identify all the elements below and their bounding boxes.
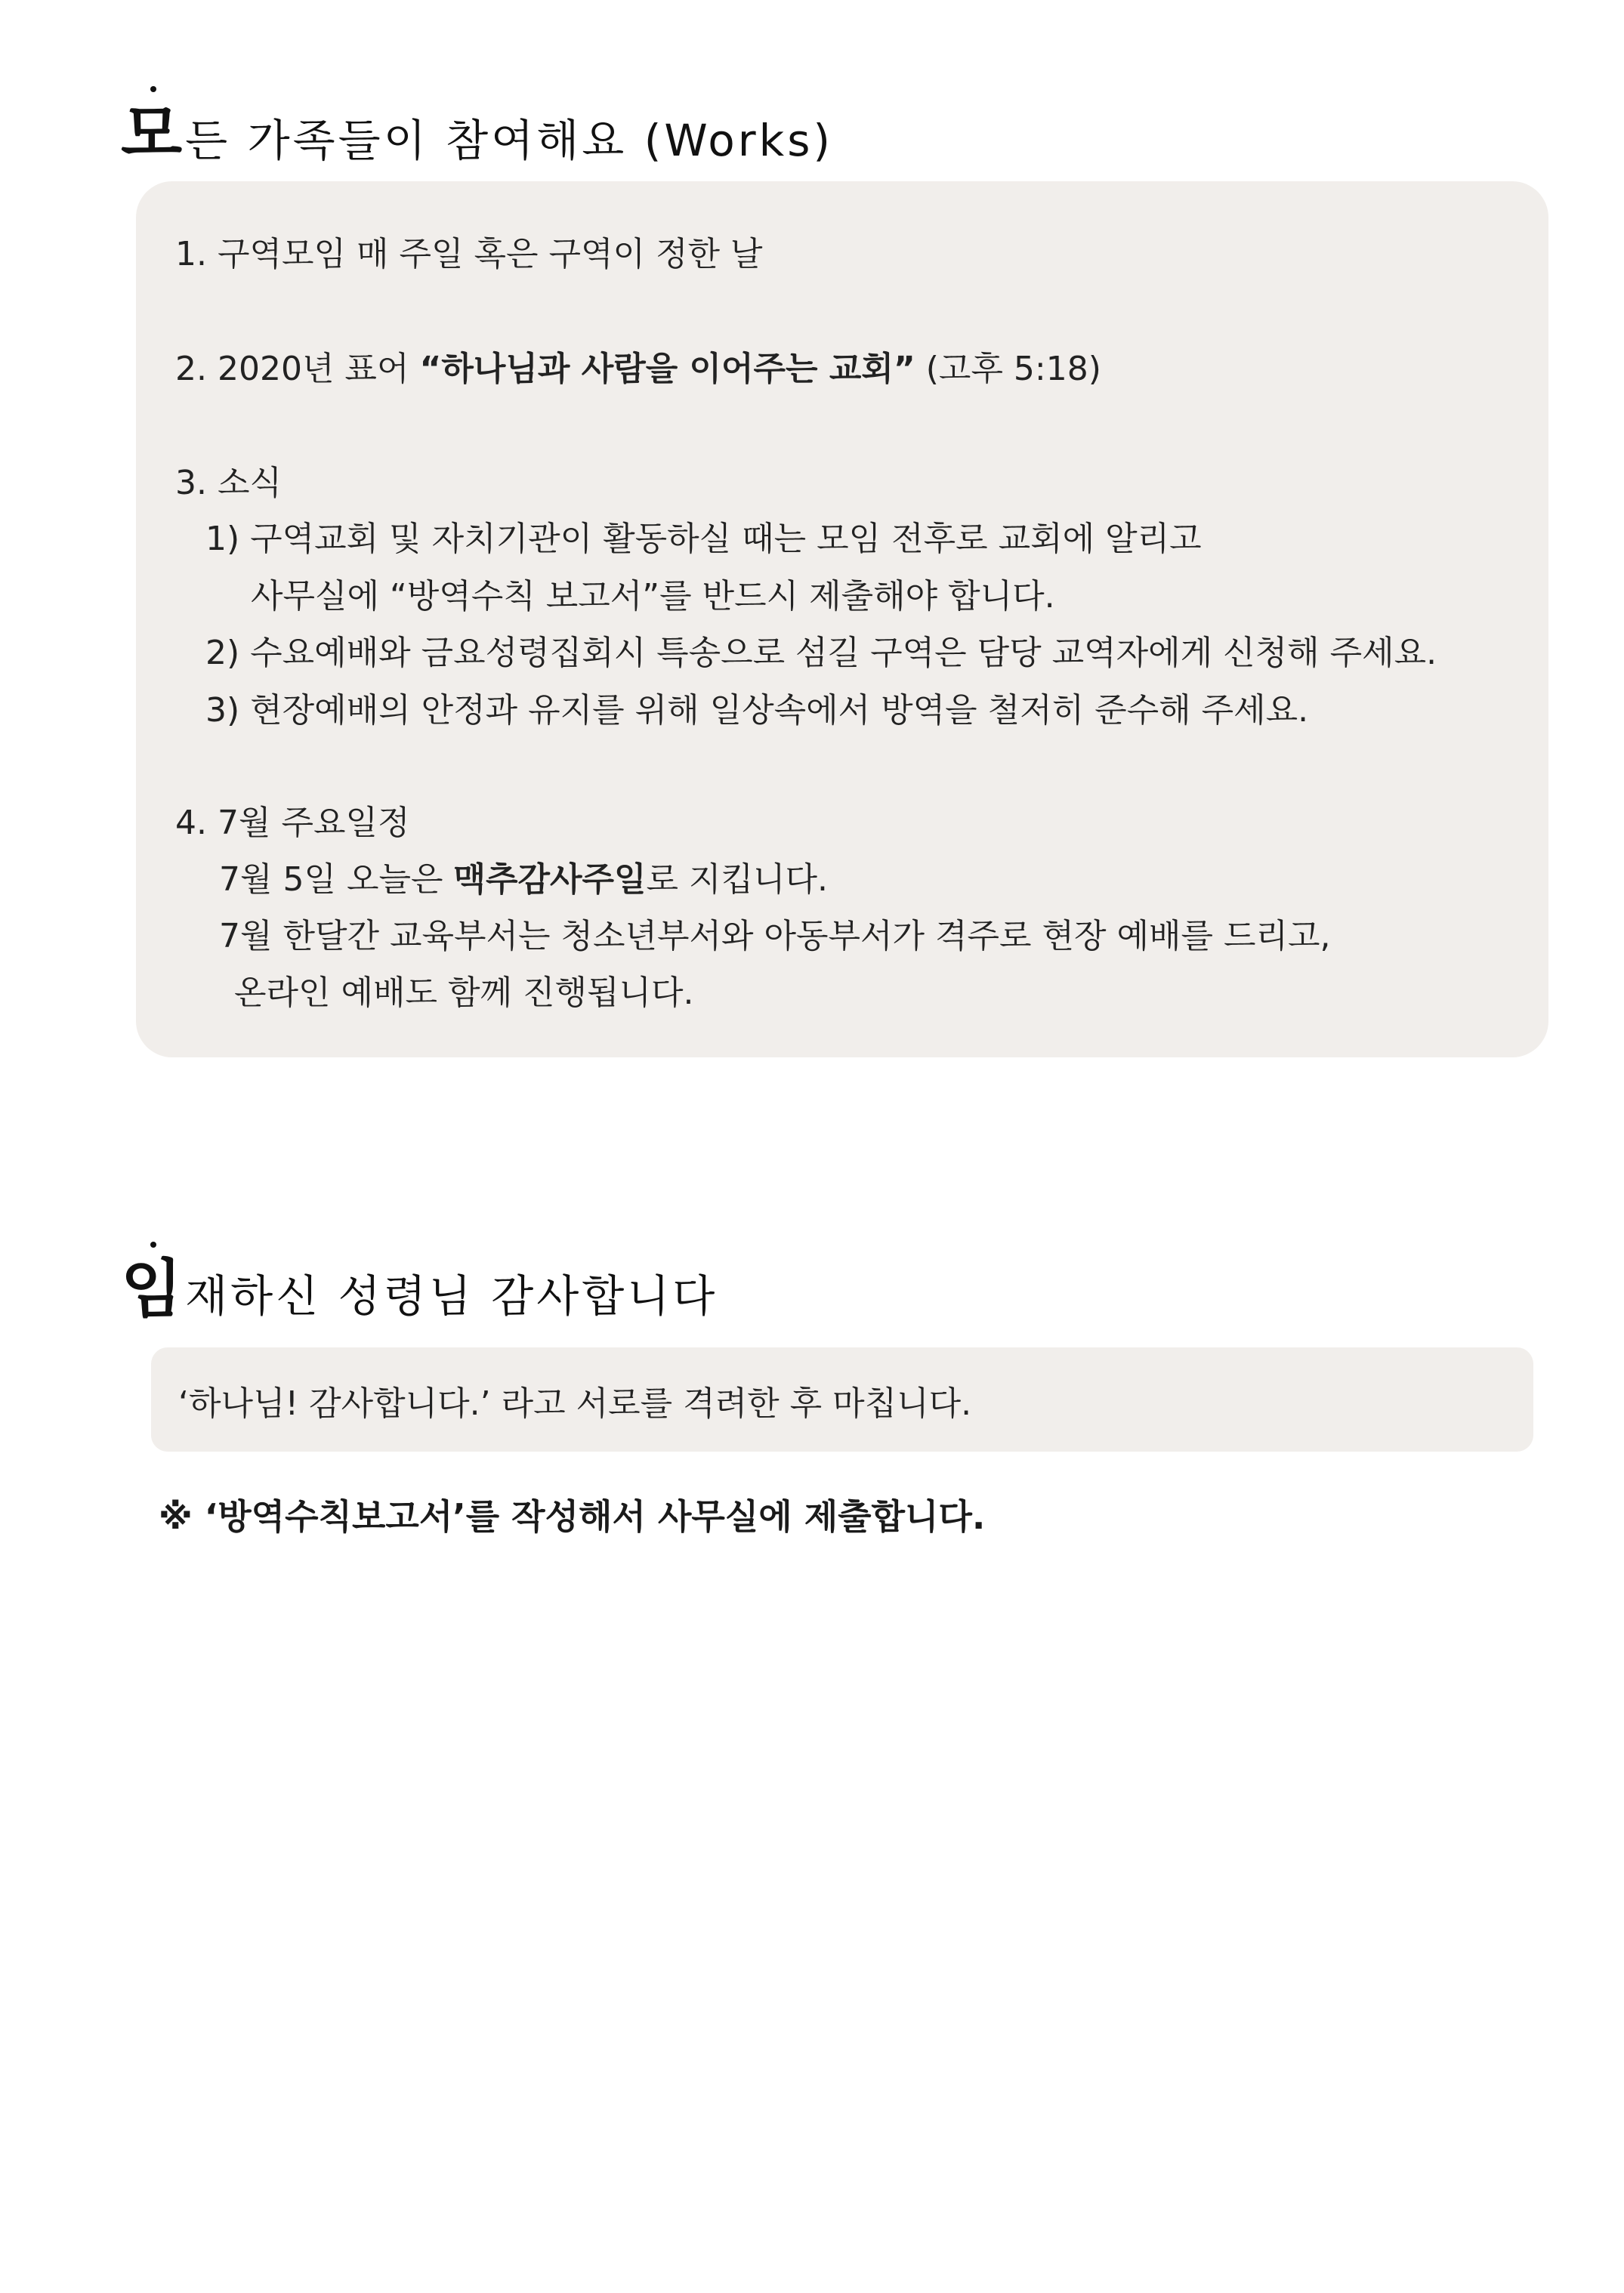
item-4-line-1-bold: 맥추감사주일 [453, 860, 647, 899]
item-1-meeting: 1. 구역모임 매 주일 혹은 구역이 정한 날 [175, 235, 763, 273]
thanks-section-title [121, 1239, 718, 1330]
item-3-title: 3. 소식 [175, 464, 282, 502]
item-3-1-line-2: 사무실에 “방역수칙 보고서”를 반드시 제출해야 합니다. [251, 577, 1055, 616]
works-section-title [121, 83, 833, 174]
item-4-title: 4. 7월 주요일정 [175, 804, 410, 842]
works-title-rest: 든 가족들이 참여해요 (Works) [185, 115, 834, 166]
item-3-1-line-1: 1) 구역교회 및 자치기관이 활동하실 때는 모임 전후로 교회에 알리고 [205, 520, 1202, 558]
thanks-box-text: ‘하나님! 감사합니다.’ 라고 서로를 격려한 후 마칩니다. [178, 1384, 972, 1423]
item-2-prefix: 2. 2020년 표어 [175, 350, 420, 388]
item-3-3: 3) 현장예배의 안정과 유지를 위해 일상속에서 방역을 철저히 준수해 주세요. [205, 691, 1309, 730]
item-4-line-1-prefix: 7월 5일 오늘은 [219, 860, 454, 899]
item-2-motto-line [175, 341, 1101, 390]
thanks-title-rest: 재하신 성령님 감사합니다 [185, 1270, 718, 1322]
item-4-line-1 [219, 852, 828, 900]
item-4-line-1-suffix: 로 지킵니다. [646, 860, 828, 899]
item-4-line-2: 7월 한달간 교육부서는 청소년부서와 아동부서가 격주로 현장 예배를 드리고, [219, 917, 1331, 955]
thanks-title-initial: 임 [121, 1252, 186, 1326]
item-2-motto: “하나님과 사람을 이어주는 교회” [419, 350, 915, 388]
item-3-2: 2) 수요예배와 금요성령집회시 특송으로 섬길 구역은 담당 교역자에게 신청해 주세요. [205, 634, 1437, 672]
works-title-initial: 모 [121, 97, 186, 171]
item-4-line-3: 온라인 예배도 함께 진행됩니다. [234, 974, 694, 1012]
report-submission-note: ※ ‘방역수칙보고서’를 작성해서 사무실에 제출합니다. [159, 1496, 986, 1537]
item-2-suffix: (고후 5:18) [915, 350, 1101, 388]
